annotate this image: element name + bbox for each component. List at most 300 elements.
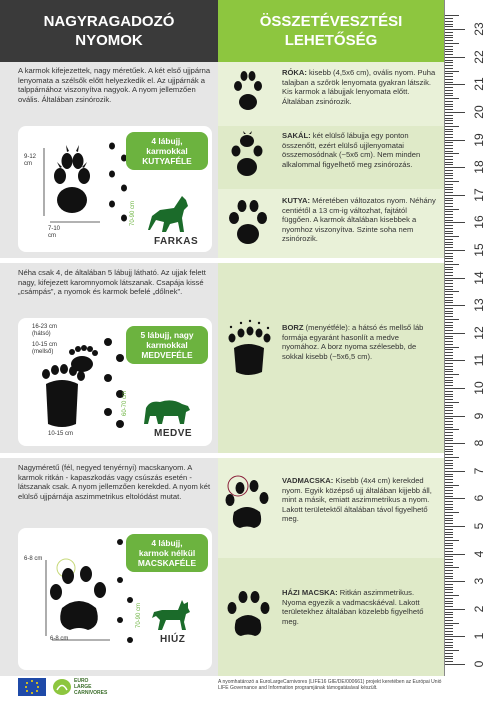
ruler-tick	[445, 471, 465, 472]
ruler-tick	[445, 217, 453, 218]
ruler-tick	[445, 18, 453, 19]
ruler-tick	[445, 410, 453, 411]
ruler-tick	[445, 523, 453, 524]
right-header-line1: ÖSSZETÉVESZTÉSI	[259, 13, 403, 30]
ruler-tick	[445, 374, 459, 375]
ruler-tick	[445, 418, 453, 419]
ruler-tick	[445, 247, 453, 248]
ruler-tick	[445, 625, 453, 626]
ruler-tick	[445, 623, 459, 624]
ruler-number: 15	[472, 243, 486, 257]
ruler-tick	[445, 443, 465, 444]
ruler-tick	[445, 454, 453, 455]
ruler-tick	[445, 294, 453, 295]
ruler-tick	[445, 43, 459, 44]
ruler-tick	[445, 432, 453, 433]
ruler-tick	[445, 253, 453, 254]
ruler-tick	[445, 198, 453, 199]
ruler-tick	[445, 653, 453, 654]
right-header-line2: LEHETŐSÉG	[284, 32, 378, 49]
ruler-tick	[445, 650, 459, 651]
ruler-tick	[445, 540, 459, 541]
ruler-tick	[445, 73, 453, 74]
ruler-number: 4	[472, 550, 486, 557]
ruler-tick	[445, 140, 465, 141]
ruler-tick	[445, 427, 453, 428]
ruler-tick	[445, 302, 453, 303]
ruler-tick	[445, 118, 453, 119]
bear-width-measure: 10-15 cm	[48, 431, 74, 437]
bear-name: MEDVE	[154, 428, 193, 439]
ruler-tick	[445, 347, 459, 348]
ruler-tick	[445, 476, 453, 477]
ruler-number: 10	[472, 381, 486, 395]
bear-hind-measure: 16-23 cm (hátsó)	[32, 324, 58, 337]
housecat-track-icon	[224, 586, 272, 640]
ruler-tick	[445, 474, 453, 475]
ruler-tick	[445, 231, 453, 232]
ruler-tick	[445, 485, 459, 486]
housecat-description: HÁZI MACSKA: Ritkán aszimmetrikus. Nyoma egyezik a vadmacskáéval. Lakott területekhez általában közelebb figyelhető meg.	[282, 588, 424, 626]
ruler-tick	[445, 490, 453, 491]
ruler-tick	[445, 496, 453, 497]
ruler-tick	[445, 479, 453, 480]
ruler-tick	[445, 344, 453, 345]
ruler-tick	[445, 189, 453, 190]
ruler-tick	[445, 206, 453, 207]
ruler-tick	[445, 360, 465, 361]
ruler-tick	[445, 242, 453, 243]
lynx-paw-icon	[44, 556, 114, 642]
ruler-tick	[445, 601, 453, 602]
ruler-tick	[445, 614, 453, 615]
ruler-tick	[445, 358, 453, 359]
ruler-tick	[445, 336, 453, 337]
ruler-tick	[445, 283, 453, 284]
ruler-tick	[445, 349, 453, 350]
ruler-tick	[445, 451, 453, 452]
ruler-tick	[445, 512, 459, 513]
ruler-tick	[445, 148, 453, 149]
ruler-tick	[445, 120, 453, 121]
ruler-tick	[445, 363, 453, 364]
ruler-tick	[445, 565, 453, 566]
ruler-tick	[445, 639, 453, 640]
ruler-tick	[445, 636, 465, 637]
ruler-tick	[445, 95, 453, 96]
ruler-tick	[445, 167, 465, 168]
ruler-tick	[445, 509, 453, 510]
ruler-tick	[445, 518, 453, 519]
ruler-tick	[445, 537, 453, 538]
footer	[0, 676, 495, 704]
ruler-tick	[445, 233, 453, 234]
ruler-tick	[445, 338, 453, 339]
ruler-tick	[445, 656, 453, 657]
ruler-tick	[445, 308, 453, 309]
lynx-name: HIÚZ	[160, 634, 186, 645]
ruler-tick	[445, 534, 453, 535]
ruler-number: 14	[472, 270, 486, 285]
lynx-stride-measure: 70-90 cm	[136, 602, 142, 628]
ruler-tick	[445, 305, 465, 306]
ruler-tick	[445, 239, 453, 240]
ruler-tick	[445, 352, 453, 353]
ruler-tick	[445, 592, 453, 593]
ruler-tick	[445, 319, 459, 320]
ruler-tick	[445, 98, 459, 99]
ruler-number: 22	[472, 50, 486, 64]
ruler-number: 0	[472, 660, 486, 668]
ruler-tick	[445, 465, 453, 466]
ruler-tick	[445, 327, 453, 328]
ruler-tick	[445, 126, 459, 127]
ruler-tick	[445, 76, 453, 77]
ruler-tick	[445, 220, 453, 221]
ruler-tick	[445, 106, 453, 107]
ruler-number: 13	[472, 298, 486, 312]
ruler-number: 5	[472, 522, 486, 530]
ruler-tick	[445, 137, 453, 138]
ruler-number: 17	[472, 188, 486, 202]
ruler-tick	[445, 405, 453, 406]
ruler-number: 19	[472, 132, 486, 147]
lynx-badge: 4 lábujj, karmok nélkül MACSKAFÉLE	[126, 534, 208, 572]
ruler-tick	[445, 394, 453, 395]
section-divider	[0, 258, 444, 263]
ruler-tick	[445, 24, 453, 25]
ruler-tick	[445, 65, 453, 66]
ruler-tick	[445, 153, 459, 154]
ruler-tick	[445, 261, 453, 262]
ruler-tick	[445, 487, 453, 488]
ruler-tick	[445, 603, 453, 604]
ruler-tick	[445, 51, 453, 52]
ruler-tick	[445, 156, 453, 157]
wolf-description: A karmok kifejezettek, nagy méretűek. A két első ujjpárna lenyomata a szélsők előtt helyezkedik el. Az ujjpárnák a talppárnához viszonyítva nagyok. A nyom jellemzően ovális. Általában zsinórozik.	[18, 66, 211, 104]
ruler-tick	[445, 562, 453, 563]
eurolargecarnivores-logo: EURO LARGE CARNIVORES	[74, 678, 108, 696]
ruler-tick	[445, 244, 453, 245]
ruler-tick	[445, 429, 459, 430]
ruler-tick	[445, 68, 453, 69]
ruler-tick	[445, 142, 453, 143]
ruler-tick	[445, 380, 453, 381]
ruler-tick	[445, 322, 453, 323]
ruler-tick	[445, 49, 453, 50]
ruler-tick	[445, 581, 465, 582]
ruler-tick	[445, 131, 453, 132]
section-divider	[0, 453, 444, 458]
ruler-tick	[445, 620, 453, 621]
ruler-tick	[445, 421, 453, 422]
ruler-tick	[445, 134, 453, 135]
wolf-width-measure: 7-10 cm	[48, 226, 61, 239]
ruler-tick	[445, 175, 453, 176]
ruler-tick	[445, 413, 453, 414]
ruler-tick	[445, 570, 453, 571]
ruler-tick	[445, 664, 465, 665]
ruler-tick	[445, 554, 465, 555]
ruler-tick	[445, 391, 453, 392]
ruler-tick	[445, 280, 453, 281]
ruler-tick	[445, 54, 453, 55]
wildcat-track-icon	[222, 474, 272, 534]
ruler-number: 9	[472, 412, 486, 419]
ruler-tick	[445, 278, 465, 279]
ruler-tick	[445, 609, 465, 610]
ruler-tick	[445, 584, 453, 585]
ruler-tick	[445, 501, 453, 502]
right-column-header	[218, 0, 444, 62]
ruler-tick	[445, 21, 453, 22]
ruler-number: 8	[472, 439, 486, 447]
ruler-tick	[445, 463, 453, 464]
ruler-tick	[445, 435, 453, 436]
ruler-tick	[445, 159, 453, 160]
ruler-tick	[445, 587, 453, 588]
ruler-number: 18	[472, 160, 486, 174]
bear-card	[18, 318, 212, 446]
left-header-line1: NAGYRAGADOZÓ	[43, 13, 175, 30]
ruler-tick	[445, 642, 453, 643]
ruler-tick	[445, 548, 453, 549]
lynx-height-measure: 6-8 cm	[24, 556, 43, 562]
ruler-tick	[445, 529, 453, 530]
ruler-tick	[445, 300, 453, 301]
bear-description: Néha csak 4, de általában 5 lábujj látható. Az ujjak felett nagy, kifejezett karomnyomok látszanak. Csapája kissé „csámpás”, a nyomok és karmok befelé „dőlnek”.	[18, 268, 206, 297]
ruler-tick	[445, 498, 465, 499]
ruler-tick	[445, 438, 453, 439]
ruler-tick	[445, 457, 459, 458]
ruler-tick	[445, 556, 453, 557]
ruler-tick	[445, 482, 453, 483]
ruler-tick	[445, 211, 453, 212]
ruler-tick	[445, 250, 465, 251]
ruler-number: 12	[472, 326, 486, 340]
wolf-height-measure: 9-12 cm	[24, 154, 37, 167]
ruler-tick	[445, 40, 453, 41]
ruler-tick	[445, 631, 453, 632]
ruler-tick	[445, 225, 453, 226]
ruler-tick	[445, 388, 465, 389]
ruler-number: 7	[472, 467, 486, 475]
ruler-tick	[445, 101, 453, 102]
ruler-tick	[445, 129, 453, 130]
ruler-tick	[445, 275, 453, 276]
ruler-tick	[445, 606, 453, 607]
ruler-tick	[445, 661, 453, 662]
badger-description: BORZ (menyétféle): a hátsó és mellső láb formája egyaránt hasonlít a medve nyomához. A borz nyoma szélesebb, de sokkal kisebb (~5x6,5 cm).	[282, 323, 424, 361]
wolf-stride-measure: 70-90 cm	[130, 200, 136, 226]
ruler-tick	[445, 520, 453, 521]
ruler-tick	[445, 424, 453, 425]
ruler-tick	[445, 90, 453, 91]
ruler-tick	[445, 595, 459, 596]
ruler-tick	[445, 170, 453, 171]
bear-front-measure: 10-15 cm (mellső)	[32, 342, 58, 355]
badger-track-icon	[222, 318, 276, 382]
ruler-tick	[445, 82, 453, 83]
ruler-tick	[445, 576, 453, 577]
ruler-tick	[445, 532, 453, 533]
ruler-tick	[445, 222, 465, 223]
ruler-tick	[445, 104, 453, 105]
ruler-tick	[445, 658, 453, 659]
ruler-tick	[445, 399, 453, 400]
ruler-tick	[445, 289, 453, 290]
ruler-tick	[445, 203, 453, 204]
ruler-tick	[445, 26, 453, 27]
ruler-tick	[445, 313, 453, 314]
ruler-tick	[445, 84, 465, 85]
ruler-tick	[445, 468, 453, 469]
ruler-tick	[445, 598, 453, 599]
ruler-tick	[445, 29, 465, 30]
ruler-tick	[445, 79, 453, 80]
ruler-tick	[445, 297, 453, 298]
ruler-number: 21	[472, 77, 486, 92]
ruler-tick	[445, 181, 459, 182]
jackal-track-icon	[224, 131, 270, 183]
left-header-line2: NYOMOK	[75, 32, 143, 49]
ruler-tick	[445, 366, 453, 367]
ruler-number: 20	[472, 105, 486, 119]
ruler-tick	[445, 493, 453, 494]
ruler-tick	[445, 402, 459, 403]
lynx-card	[18, 528, 212, 670]
ruler-tick	[445, 93, 453, 94]
ruler-tick	[445, 311, 453, 312]
wolf-name: FARKAS	[154, 236, 199, 247]
ruler-tick	[445, 162, 453, 163]
bear-front-paw-icon	[66, 344, 98, 374]
ruler-tick	[445, 192, 453, 193]
ruler-tick	[445, 35, 453, 36]
jackal-description: SAKÁL: két elülső lábujja egy ponton összenőtt, ezért elülső ujjlenyomatai összemosódnak (~5x6 cm). Nem minden alkalommal figyelhető meg zsinórozás.	[282, 131, 421, 169]
ruler-tick	[445, 446, 453, 447]
ruler-tick	[445, 258, 453, 259]
ruler-tick	[445, 272, 453, 273]
ruler-tick	[445, 37, 453, 38]
ruler-number: 16	[472, 215, 486, 230]
ruler-tick	[445, 573, 453, 574]
ruler-tick	[445, 145, 453, 146]
ruler-tick	[445, 330, 453, 331]
ruler-tick	[445, 371, 453, 372]
ruler-number: 23	[472, 22, 486, 36]
ruler-tick	[445, 578, 453, 579]
ruler-tick	[445, 60, 453, 61]
ruler-tick	[445, 645, 453, 646]
ruler-tick	[445, 567, 459, 568]
wolf-paw-icon	[42, 144, 102, 224]
ruler-tick	[445, 396, 453, 397]
ruler-tick	[445, 504, 453, 505]
ruler-number: 1	[472, 633, 486, 640]
dog-track-icon	[224, 196, 272, 250]
ruler-tick	[445, 407, 453, 408]
ruler-tick	[445, 612, 453, 613]
ruler-tick	[445, 551, 453, 552]
ruler-tick	[445, 184, 453, 185]
ruler-tick	[445, 200, 453, 201]
ruler-tick	[445, 173, 453, 174]
ruler-tick	[445, 316, 453, 317]
ruler-tick	[445, 341, 453, 342]
left-column-header	[0, 0, 218, 62]
wildcat-description: VADMACSKA: Kisebb (4x4 cm) kerekded nyom. Egyik középső ujj általában kijjebb áll, mint a másik, emiatt aszimmetrikus a nyom. Lakott területektől általában távol figyelhető meg.	[282, 476, 432, 524]
wolf-silhouette-icon	[146, 194, 192, 234]
ruler-tick	[445, 377, 453, 378]
ruler-number: 11	[472, 354, 486, 367]
bear-stride-measure: 60-70 cm	[122, 390, 128, 416]
ruler-tick	[445, 559, 453, 560]
eu-flag-icon	[18, 678, 46, 696]
ruler-tick	[445, 228, 453, 229]
ruler-tick	[445, 325, 453, 326]
ruler-tick	[445, 416, 465, 417]
ruler-tick	[445, 178, 453, 179]
ruler-tick	[445, 545, 453, 546]
fox-track-icon	[226, 68, 270, 118]
ruler-tick	[445, 151, 453, 152]
ruler-tick	[445, 507, 453, 508]
ruler-tick	[445, 460, 453, 461]
ruler-tick	[445, 382, 453, 383]
footer-funding-note: A nyomhatározó a EuroLargeCarnivores (LIFE16 GIE/DE/000661) projekt keretében az Európai Unió LIFE Governance and Information programjának támogatásával készült.	[218, 679, 442, 692]
ruler-tick	[445, 57, 465, 58]
ruler-tick	[445, 264, 459, 265]
ruler-number: 3	[472, 577, 486, 585]
ruler-tick	[445, 62, 453, 63]
ruler-number: 2	[472, 605, 486, 613]
ruler-tick	[445, 385, 453, 386]
ruler-tick	[445, 355, 453, 356]
fox-description: RÓKA: kisebb (4,5x6 cm), ovális nyom. Puha talajban a szőrök lenyomata gyakran látszik. Kis karmok a lábujjak lenyomata előtt. Általában zsinórozik.	[282, 68, 436, 106]
ruler-tick	[445, 71, 459, 72]
ruler-tick	[445, 236, 459, 237]
ruler-tick	[445, 15, 459, 16]
centimeter-ruler	[444, 0, 495, 676]
ruler-tick	[445, 267, 453, 268]
ruler-tick	[445, 214, 453, 215]
bear-silhouette-icon	[142, 396, 192, 426]
ruler-tick	[445, 286, 453, 287]
ruler-number: 6	[472, 495, 486, 502]
ruler-tick	[445, 109, 453, 110]
ruler-tick	[445, 647, 453, 648]
dog-description: KUTYA: Méretében változatos nyom. Néhány centiétől a 13 cm-ig változhat, fajtától függően. A karmok általában kisebbek a nyomhoz viszonyítva. Szinte soha nem zsinórozik.	[282, 196, 436, 244]
lynx-width-measure: 6-8 cm	[50, 636, 69, 642]
ruler-tick	[445, 628, 453, 629]
ruler-tick	[445, 617, 453, 618]
wolf-badge: 4 lábujj, karmokkal KUTYAFÉLE	[126, 132, 208, 170]
wolf-card	[18, 126, 212, 252]
ruler-tick	[445, 209, 459, 210]
bear-badge: 5 lábujj, nagy karmokkal MEDVEFÉLE	[126, 326, 208, 364]
ruler-tick	[445, 256, 453, 257]
ruler-tick	[445, 515, 453, 516]
ruler-tick	[445, 112, 465, 113]
ruler-tick	[445, 269, 453, 270]
ruler-tick	[445, 164, 453, 165]
ruler-tick	[445, 46, 453, 47]
ruler-tick	[445, 589, 453, 590]
lynx-description: Nagyméretű (fél, negyed tenyérnyi) macskanyom. A karmok ritkán - kapaszkodás vagy csúszás esetén - látszanak csak. A nyom jellemzően kerekded. A nyom két elülső ujjpárnája aszimmetrikus eltolódást mutat.	[18, 463, 211, 501]
ruler-tick	[445, 634, 453, 635]
ruler-tick	[445, 187, 453, 188]
